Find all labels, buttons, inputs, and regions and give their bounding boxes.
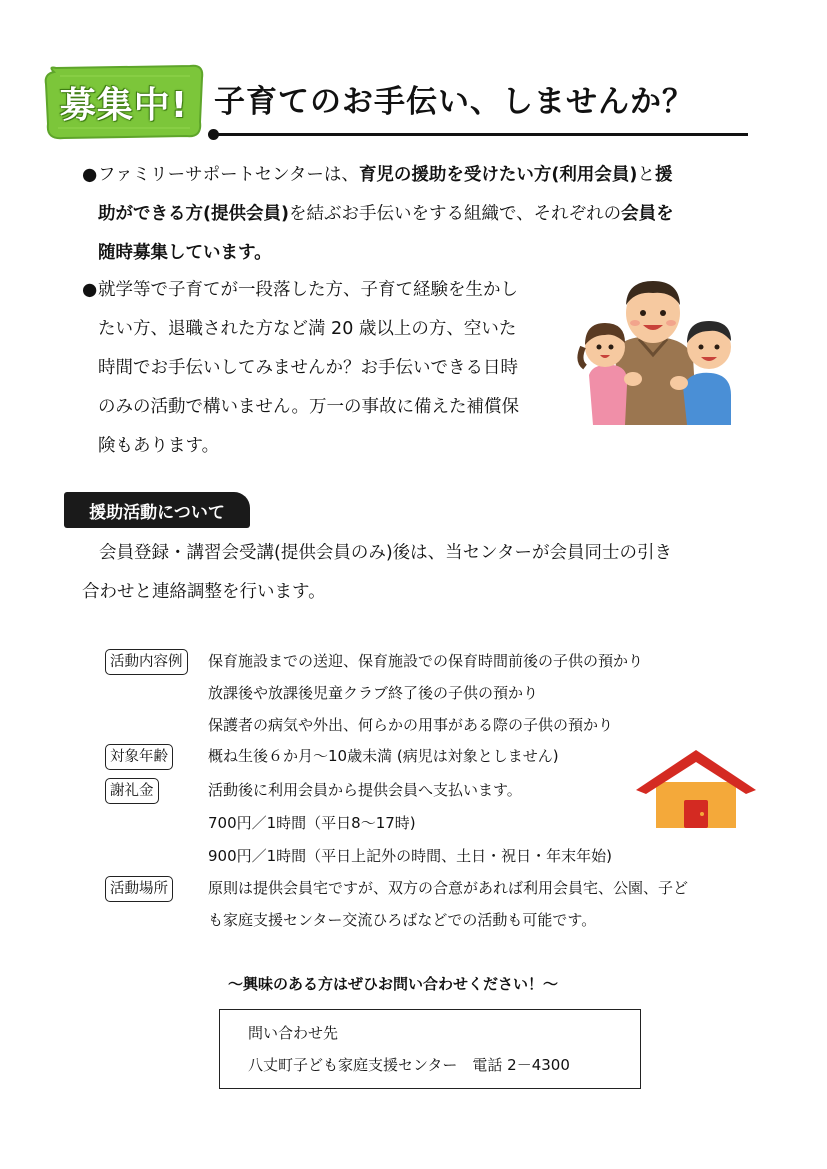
place-line-1: 原則は提供会員宅ですが、双方の合意があれば利用会員宅、公園、子ど xyxy=(208,879,689,897)
section-intro xyxy=(82,534,752,612)
text-segment-bold: 会員を xyxy=(621,204,674,224)
recruiting-badge: 募集中! xyxy=(59,84,189,126)
example-item-1: 保育施設までの送迎、保育施設での保育時間前後の子供の預かり xyxy=(208,652,644,670)
contact-box xyxy=(219,1009,641,1089)
age-value: 概ね生後６か月～10歳未満 (病児は対象としません) xyxy=(208,747,559,765)
text-segment: ファミリーサポートセンターは、 xyxy=(98,165,359,185)
example-item-3: 保護者の病気や外出、何らかの用事がある際の子供の預かり xyxy=(208,716,614,734)
house-illustration xyxy=(632,746,760,830)
contact-detail: 八丈町子ども家庭支援センター 電話 2－4300 xyxy=(248,1056,570,1074)
contact-title: 問い合わせ先 xyxy=(248,1024,339,1042)
text-line: 就学等で子育てが一段落した方、子育て経験を生かし xyxy=(98,280,518,300)
text-line: たい方、退職された方など満 20 歳以上の方、空いた xyxy=(98,319,517,339)
call-to-action: ～興味のある方はぜひお問い合わせください！～ xyxy=(228,975,559,993)
age-label: 対象年齢 xyxy=(105,744,173,770)
intro-bullet-1 xyxy=(82,156,752,273)
fee-line-1: 活動後に利用会員から提供会員へ支払います。 xyxy=(208,781,522,799)
text-segment-bold: 随時募集しています。 xyxy=(98,243,272,263)
intro-bullet-2 xyxy=(82,271,572,466)
section-title-tag: 援助活動について xyxy=(64,492,250,528)
family-illustration xyxy=(575,275,740,435)
place-line-2: も家庭支援センター交流ひろばなどでの活動も可能です。 xyxy=(208,911,597,929)
bullet-mark: ● xyxy=(82,280,98,300)
text-segment-bold: 助ができる方(提供会員) xyxy=(98,204,289,224)
text-line: のみの活動で構いません。万一の事故に備えた補償保 xyxy=(98,397,520,417)
fee-line-3: 900円／1時間（平日上記外の時間、土日・祝日・年末年始) xyxy=(208,847,613,865)
bullet-mark: ● xyxy=(82,165,98,185)
text-segment: を結ぶお手伝いをする組織で、それぞれの xyxy=(289,204,622,224)
text-line: 険もあります。 xyxy=(98,436,220,456)
text-line: 時間でお手伝いしてみませんか？お手伝いできる日時 xyxy=(98,358,518,378)
text-line: 合わせと連絡調整を行います。 xyxy=(82,582,326,602)
page-headline: 子育てのお手伝い、しませんか？ xyxy=(214,84,694,120)
fee-label: 謝礼金 xyxy=(105,778,159,804)
example-item-2: 放課後や放課後児童クラブ終了後の子供の預かり xyxy=(208,684,539,702)
text-segment: と xyxy=(637,165,655,185)
text-segment-bold: 援 xyxy=(654,165,673,185)
fee-line-2: 700円／1時間（平日8～17時) xyxy=(208,814,416,832)
place-label: 活動場所 xyxy=(105,876,173,902)
headline-rule xyxy=(214,133,748,136)
text-segment-bold: 育児の援助を受けたい方(利用会員) xyxy=(358,165,638,185)
examples-label: 活動内容例 xyxy=(105,649,188,675)
text-line: 会員登録・講習会受講(提供会員のみ)後は、当センターが会員同士の引き xyxy=(99,543,672,563)
